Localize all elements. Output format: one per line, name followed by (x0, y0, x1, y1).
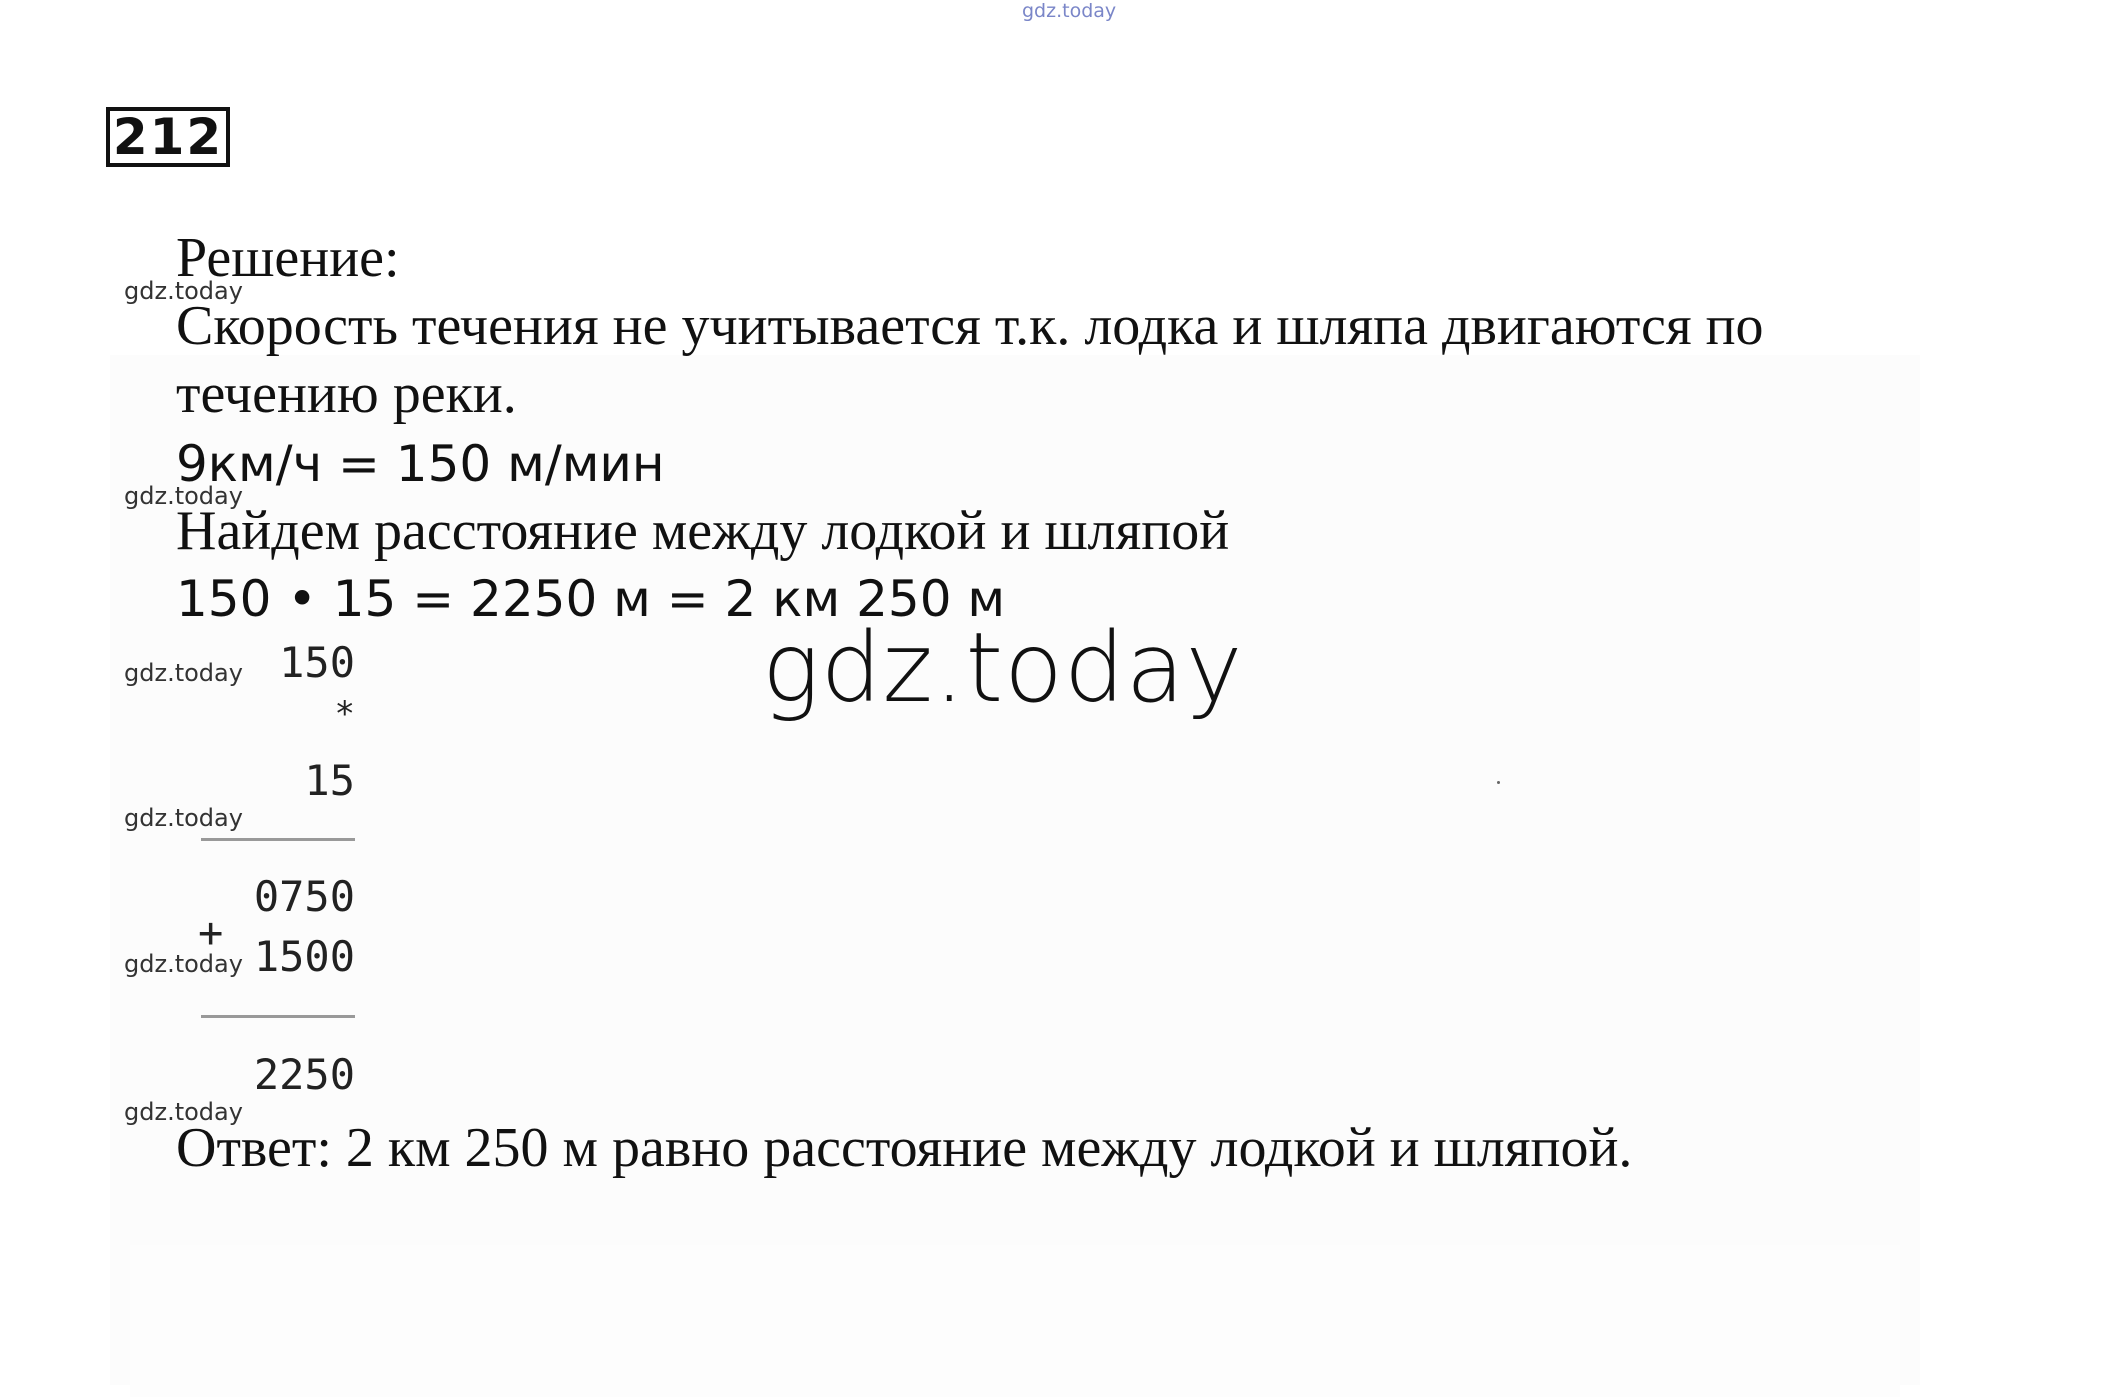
multiplication-rule (201, 838, 355, 841)
solution-heading: Решение: (176, 227, 400, 289)
find-distance-line: Найдем расстояние между лодкой и шляпой (176, 500, 1230, 562)
partial-product-1: 0750 (253, 872, 355, 921)
top-watermark: gdz.today (1022, 0, 1117, 22)
watermark-small: gdz.today (124, 659, 243, 687)
addition-rule (201, 1015, 355, 1018)
partial-product-2: 1500 (253, 932, 355, 981)
answer-line: Ответ: 2 км 250 м равно расстояние между лодкой и шляпой. (176, 1117, 1633, 1179)
computation-line: 150 • 15 = 2250 м = 2 км 250 м (176, 570, 1006, 628)
multiplication-sign: * (334, 694, 355, 734)
watermark-small: gdz.today (124, 482, 243, 510)
multiplier: 15 (304, 756, 355, 805)
problem-number-box: 212 (106, 107, 230, 167)
watermark-small: gdz.today (124, 950, 243, 978)
product-result: 2250 (253, 1050, 355, 1099)
solution-line-2: течению реки. (176, 363, 517, 425)
watermark-small: gdz.today (124, 804, 243, 832)
solution-line-1: Скорость течения не учитывается т.к. лодка и шляпа двигаются по (176, 295, 1764, 357)
watermark-small: gdz.today (124, 1098, 243, 1126)
plus-sign: + (198, 908, 224, 957)
watermark-small: gdz.today (124, 277, 243, 305)
unit-conversion: 9км/ч = 150 м/мин (176, 435, 665, 493)
large-watermark: gdz.today (762, 612, 1244, 724)
stray-dot (1497, 781, 1500, 784)
multiplicand: 150 (279, 638, 355, 687)
lower-panel (130, 1245, 1900, 1397)
